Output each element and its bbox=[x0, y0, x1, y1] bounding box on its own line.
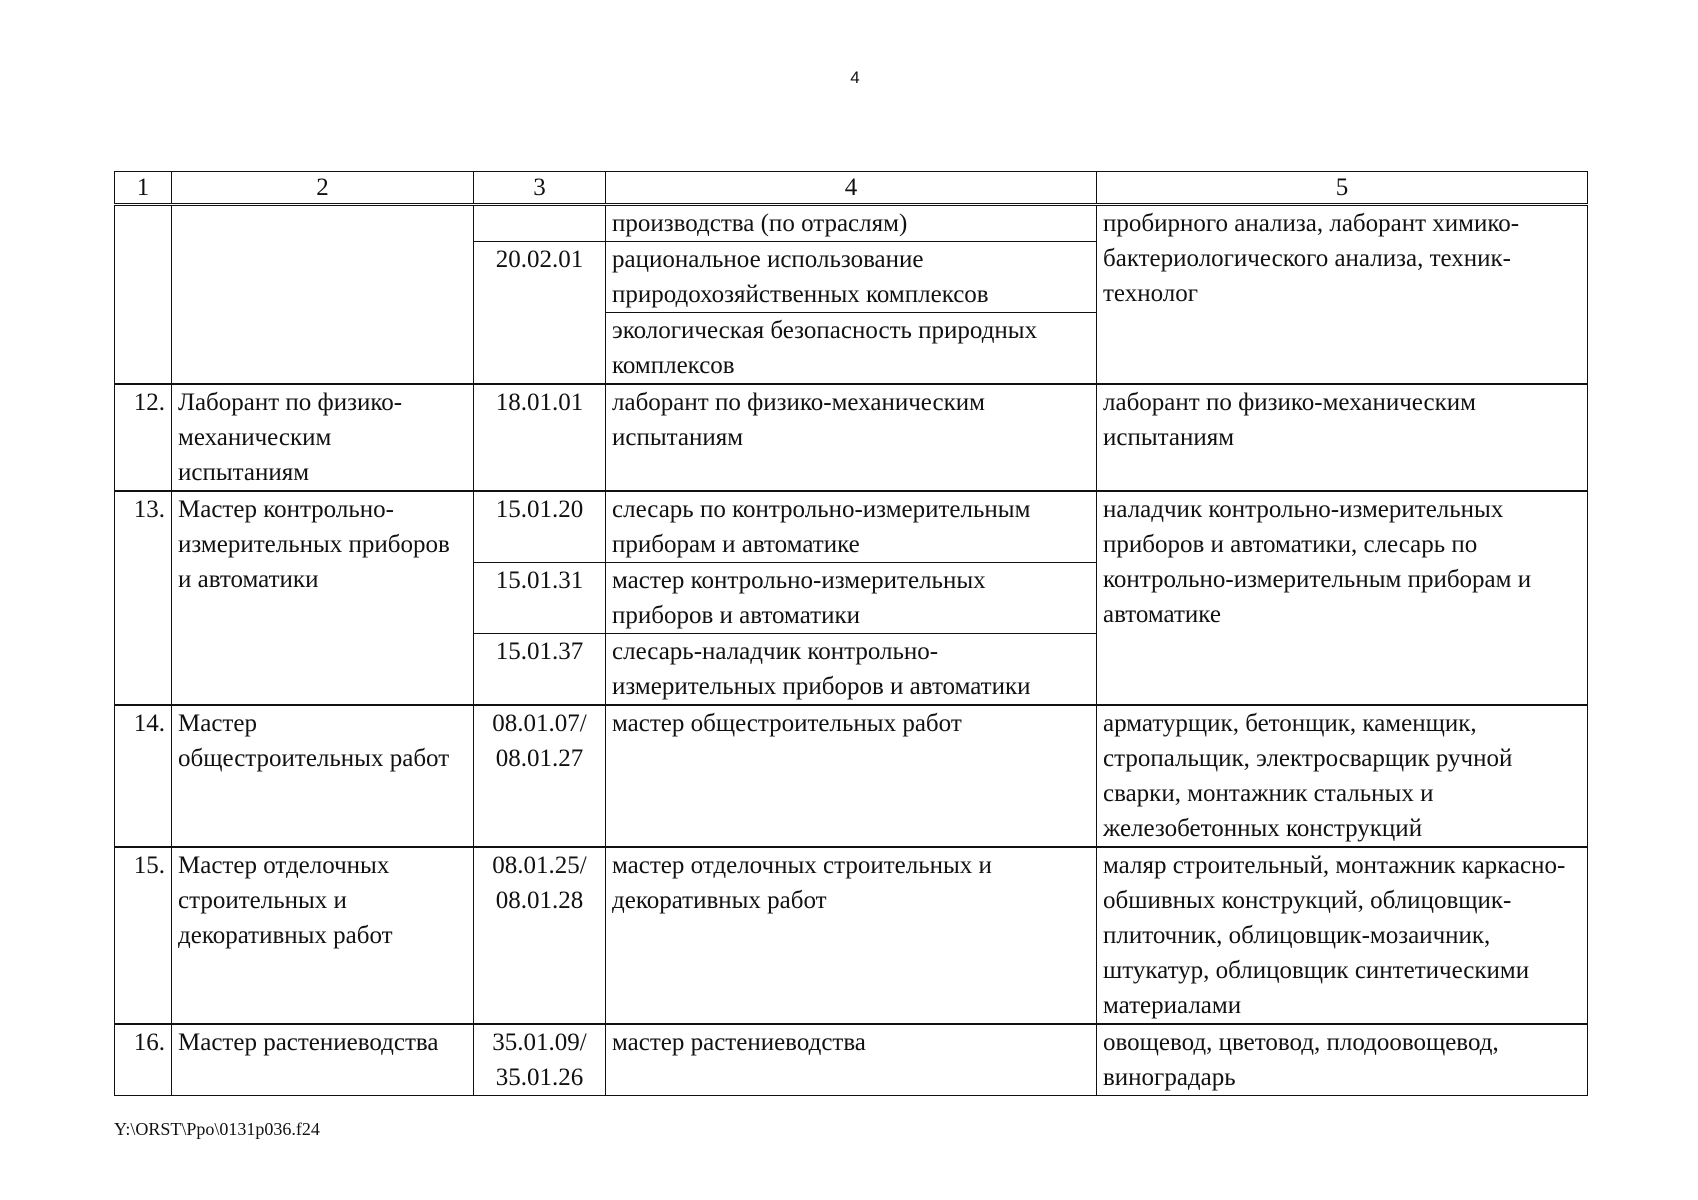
specialty-code: 15.01.31 bbox=[474, 563, 606, 634]
table-row bbox=[115, 1024, 1588, 1096]
table-row bbox=[115, 384, 1588, 491]
qualifications: пробирного анализа, лаборант химико-бактериологического анализа, техник-технолог bbox=[1097, 205, 1588, 385]
specialty-name: мастер отделочных строительных и декоративных работ bbox=[606, 847, 1097, 1024]
specialty-name: слесарь по контрольно-измерительным приборам и автоматике bbox=[606, 491, 1097, 563]
profession-name: Мастер общестроительных работ bbox=[172, 705, 474, 847]
page-number: 4 bbox=[850, 68, 860, 87]
specialty-name: мастер растениеводства bbox=[606, 1024, 1097, 1096]
specialty-name: производства (по отраслям) bbox=[606, 205, 1097, 242]
qualifications: лаборант по физико-механическим испытаниям bbox=[1097, 384, 1588, 491]
specialty-name: мастер контрольно-измерительных приборов и автоматики bbox=[606, 563, 1097, 634]
qualifications: арматурщик, бетонщик, каменщик, стропальщик, электросварщик ручной сварки, монтажник стальных и железобетонных конструкций bbox=[1097, 705, 1588, 847]
header-col-1: 1 bbox=[115, 172, 172, 205]
header-col-3: 3 bbox=[474, 172, 606, 205]
specialty-code: 35.01.09/ 35.01.26 bbox=[474, 1024, 606, 1096]
specialty-name: слесарь-наладчик контрольно-измерительных приборов и автоматики bbox=[606, 634, 1097, 706]
specialty-code bbox=[474, 205, 606, 242]
profession-name: Мастер растениеводства bbox=[172, 1024, 474, 1096]
specialty-code: 15.01.37 bbox=[474, 634, 606, 706]
footer-file-path: Y:\ORST\Ppo\0131p036.f24 bbox=[114, 1119, 320, 1139]
qualifications: овощевод, цветовод, плодоовощевод, виноградарь bbox=[1097, 1024, 1588, 1096]
table-row bbox=[115, 491, 1588, 563]
specialty-name: лаборант по физико-механическим испытаниям bbox=[606, 384, 1097, 491]
qualifications: наладчик контрольно-измерительных приборов и автоматики, слесарь по контрольно-измерительным приборам и автоматике bbox=[1097, 491, 1588, 705]
header-col-5: 5 bbox=[1097, 172, 1588, 205]
table-row bbox=[115, 847, 1588, 1024]
table-row bbox=[115, 205, 1588, 242]
specialty-name: мастер общестроительных работ bbox=[606, 705, 1097, 847]
specialty-code: 20.02.01 bbox=[474, 242, 606, 385]
table-header-row bbox=[115, 172, 1588, 205]
table-row bbox=[115, 705, 1588, 847]
profession-name bbox=[172, 205, 474, 385]
header-col-2: 2 bbox=[172, 172, 474, 205]
specialty-code: 08.01.07/ 08.01.27 bbox=[474, 705, 606, 847]
profession-name: Лаборант по физико-механическим испытаниям bbox=[172, 384, 474, 491]
specialty-code: 15.01.20 bbox=[474, 491, 606, 563]
header-col-4: 4 bbox=[606, 172, 1097, 205]
row-number: 15. bbox=[115, 847, 172, 1024]
specialty-name: экологическая безопасность природных комплексов bbox=[606, 313, 1097, 385]
professions-table bbox=[114, 171, 1588, 1096]
qualifications: маляр строительный, монтажник каркасно-обшивных конструкций, облицовщик-плиточник, облицовщик-мозаичник, штукатур, облицовщик синтетическими материалами bbox=[1097, 847, 1588, 1024]
row-number: 13. bbox=[115, 491, 172, 705]
row-number: 16. bbox=[115, 1024, 172, 1096]
profession-name: Мастер контрольно-измерительных приборов и автоматики bbox=[172, 491, 474, 705]
specialty-code: 08.01.25/ 08.01.28 bbox=[474, 847, 606, 1024]
row-number: 14. bbox=[115, 705, 172, 847]
row-number bbox=[115, 205, 172, 385]
specialty-name: рациональное использование природохозяйственных комплексов bbox=[606, 242, 1097, 313]
row-number: 12. bbox=[115, 384, 172, 491]
profession-name: Мастер отделочных строительных и декоративных работ bbox=[172, 847, 474, 1024]
specialty-code: 18.01.01 bbox=[474, 384, 606, 491]
